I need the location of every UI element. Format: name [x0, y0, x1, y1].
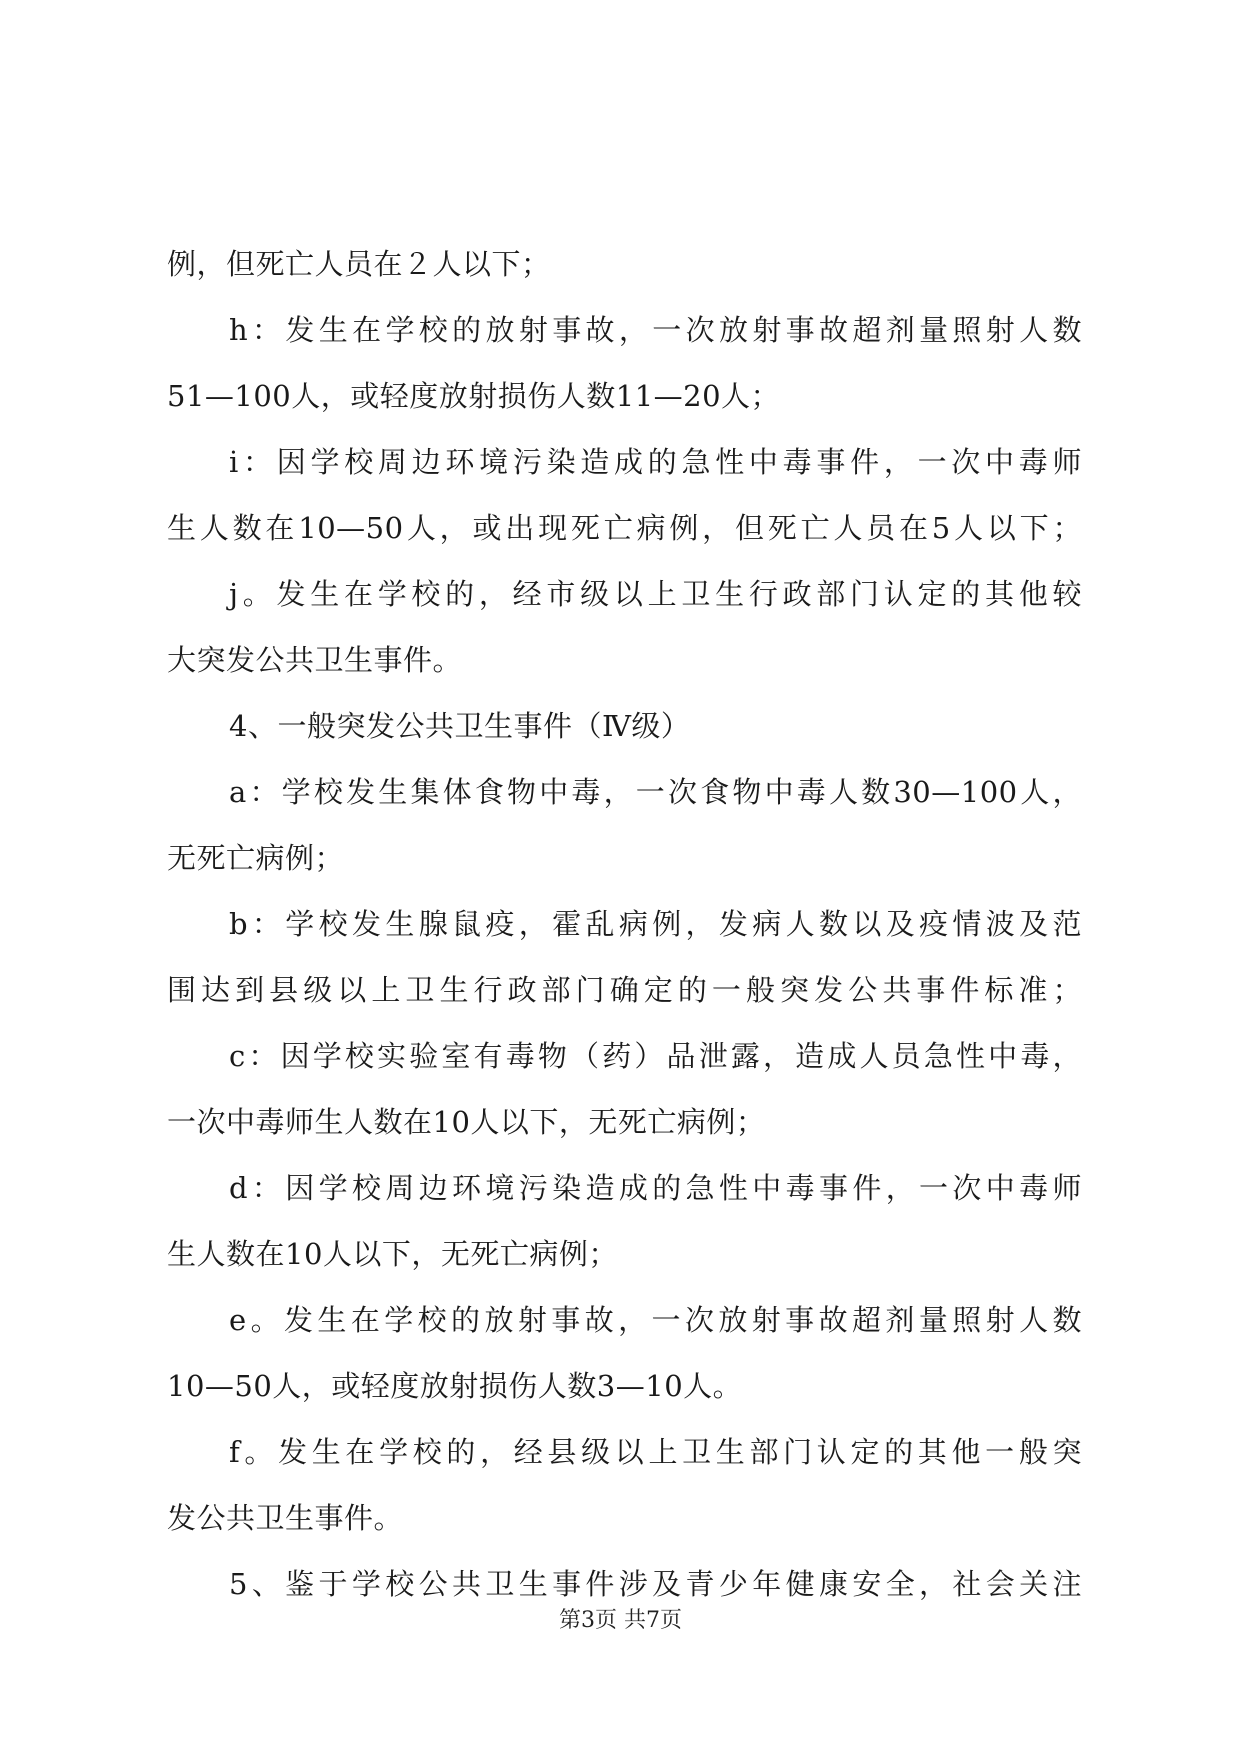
page-number-footer: 第3页 共7页 [559, 1608, 682, 1633]
section-heading: 4、一般突发公共卫生事件（Ⅳ级） [229, 709, 691, 743]
text-line: 10—50人，或轻度放射损伤人数3—10人。 [167, 1369, 743, 1403]
text-line: 围达到县级以上卫生行政部门确定的一般突发公共事件标准； [167, 973, 1082, 1007]
text-line: 生人数在10人以下，无死亡病例； [167, 1237, 618, 1271]
text-line: h：发生在学校的放射事故，一次放射事故超剂量照射人数 [229, 313, 1082, 347]
text-line: 例，但死亡人员在２人以下； [167, 247, 551, 281]
text-line: 51—100人，或轻度放射损伤人数11—20人； [167, 379, 781, 413]
text-line: f。发生在学校的，经县级以上卫生部门认定的其他一般突 [229, 1435, 1082, 1469]
text-line: 大突发公共卫生事件。 [167, 643, 463, 677]
text-line: b：学校发生腺鼠疫，霍乱病例，发病人数以及疫情波及范 [229, 907, 1082, 941]
text-line: j。发生在学校的，经市级以上卫生行政部门认定的其他较 [229, 577, 1082, 611]
text-line: a：学校发生集体食物中毒，一次食物中毒人数30—100人， [229, 775, 1082, 809]
text-line: c：因学校实验室有毒物（药）品泄露，造成人员急性中毒， [229, 1039, 1082, 1073]
text-line: 5、鉴于学校公共卫生事件涉及青少年健康安全，社会关注 [229, 1567, 1082, 1601]
text-line: d：因学校周边环境污染造成的急性中毒事件，一次中毒师 [229, 1171, 1082, 1205]
text-line: 生人数在10—50人，或出现死亡病例，但死亡人员在5人以下； [167, 511, 1082, 545]
text-line: 一次中毒师生人数在10人以下，无死亡病例； [167, 1105, 766, 1139]
text-line: e。发生在学校的放射事故，一次放射事故超剂量照射人数 [229, 1303, 1082, 1337]
text-line: 发公共卫生事件。 [167, 1501, 404, 1535]
text-line: 无死亡病例； [167, 841, 345, 875]
text-line: i：因学校周边环境污染造成的急性中毒事件，一次中毒师 [229, 445, 1082, 479]
document-body [167, 231, 1082, 1617]
